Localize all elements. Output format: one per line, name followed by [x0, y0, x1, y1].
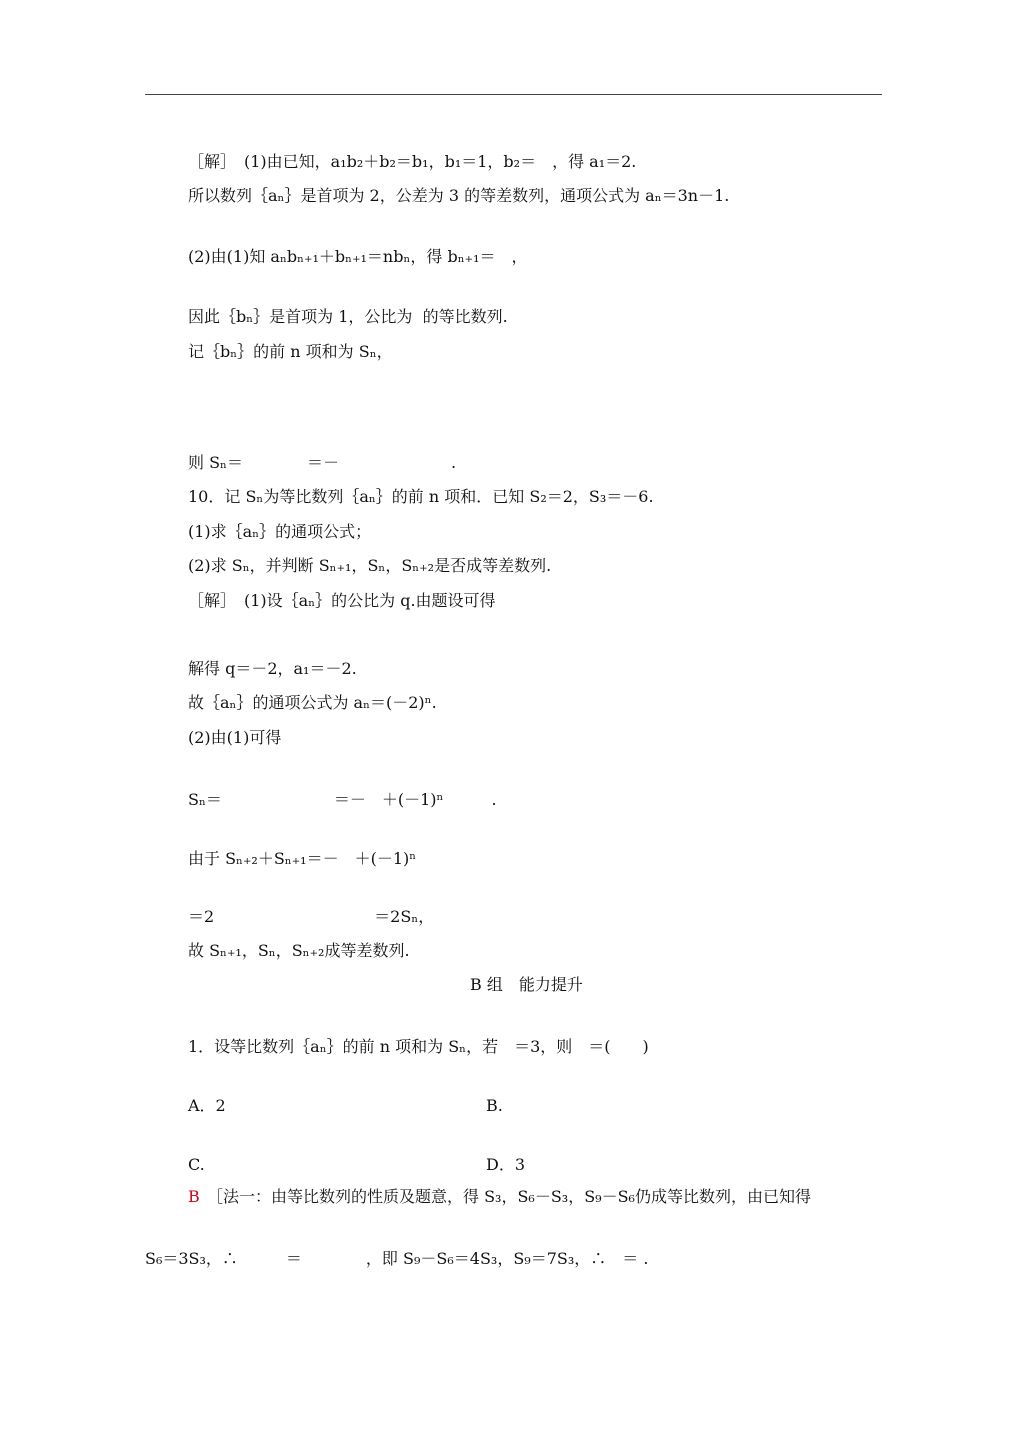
text-line: 解得 q＝－2，a₁＝－2. — [188, 659, 357, 678]
option-a: A．2 — [188, 1096, 226, 1115]
text-line: (2)由(1)知 aₙbₙ₊₁＋bₙ₊₁＝nbₙ，得 bₙ₊₁＝ ， — [188, 247, 528, 266]
text-line: S₆＝3S₃，∴ ＝ ，即 S₉－S₆＝4S₃，S₉＝7S₃，∴ ＝ . — [145, 1249, 649, 1268]
option-b: B. — [486, 1096, 503, 1115]
text-line: 记｛bₙ｝的前 n 项和为 Sₙ， — [188, 342, 393, 361]
text-line: (2)求 Sₙ，并判断 Sₙ₊₁，Sₙ，Sₙ₊₂是否成等差数列. — [188, 556, 552, 575]
text-line: (1)求｛aₙ｝的通项公式； — [188, 522, 372, 541]
text-line: (2)由(1)可得 — [188, 728, 282, 747]
answer-letter: B — [188, 1187, 200, 1206]
text-line: 故｛aₙ｝的通项公式为 aₙ＝(－2)ⁿ. — [188, 693, 437, 712]
section-heading: B 组 能力提升 — [470, 975, 583, 994]
text-line: ＝2 ＝2Sₙ， — [188, 907, 435, 926]
text-line: 则 Sₙ＝ ＝－ . — [188, 453, 457, 472]
option-d: D．3 — [486, 1155, 526, 1174]
text-line: 因此｛bₙ｝是首项为 1，公比为 的等比数列. — [188, 307, 508, 326]
solution-line: ［解］ (1)设｛aₙ｝的公比为 q.由题设可得 — [188, 591, 496, 610]
text-line: 故 Sₙ₊₁，Sₙ，Sₙ₊₂成等差数列. — [188, 941, 410, 960]
solution-line: ［法一：由等比数列的性质及题意，得 S₃，S₆－S₃，S₉－S₆仍成等比数列，由已知得 — [207, 1187, 811, 1206]
text-line: Sₙ＝ ＝－ ＋(－1)ⁿ . — [188, 790, 497, 809]
header-rule — [145, 94, 882, 95]
solution-line: ［解］ (1)由已知，a₁b₂＋b₂＝b₁，b₁＝1，b₂＝ ，得 a₁＝2. — [188, 152, 637, 171]
text-line: 由于 Sₙ₊₂＋Sₙ₊₁＝－ ＋(－1)ⁿ — [188, 849, 417, 868]
problem-line: 1．设等比数列｛aₙ｝的前 n 项和为 Sₙ，若 ＝3，则 ＝( ) — [188, 1037, 649, 1056]
option-c: C. — [188, 1155, 205, 1174]
text-line: 所以数列｛aₙ｝是首项为 2，公差为 3 的等差数列，通项公式为 aₙ＝3n－1. — [188, 186, 730, 205]
problem-line: 10．记 Sₙ为等比数列｛aₙ｝的前 n 项和．已知 S₂＝2，S₃＝－6. — [188, 487, 654, 506]
